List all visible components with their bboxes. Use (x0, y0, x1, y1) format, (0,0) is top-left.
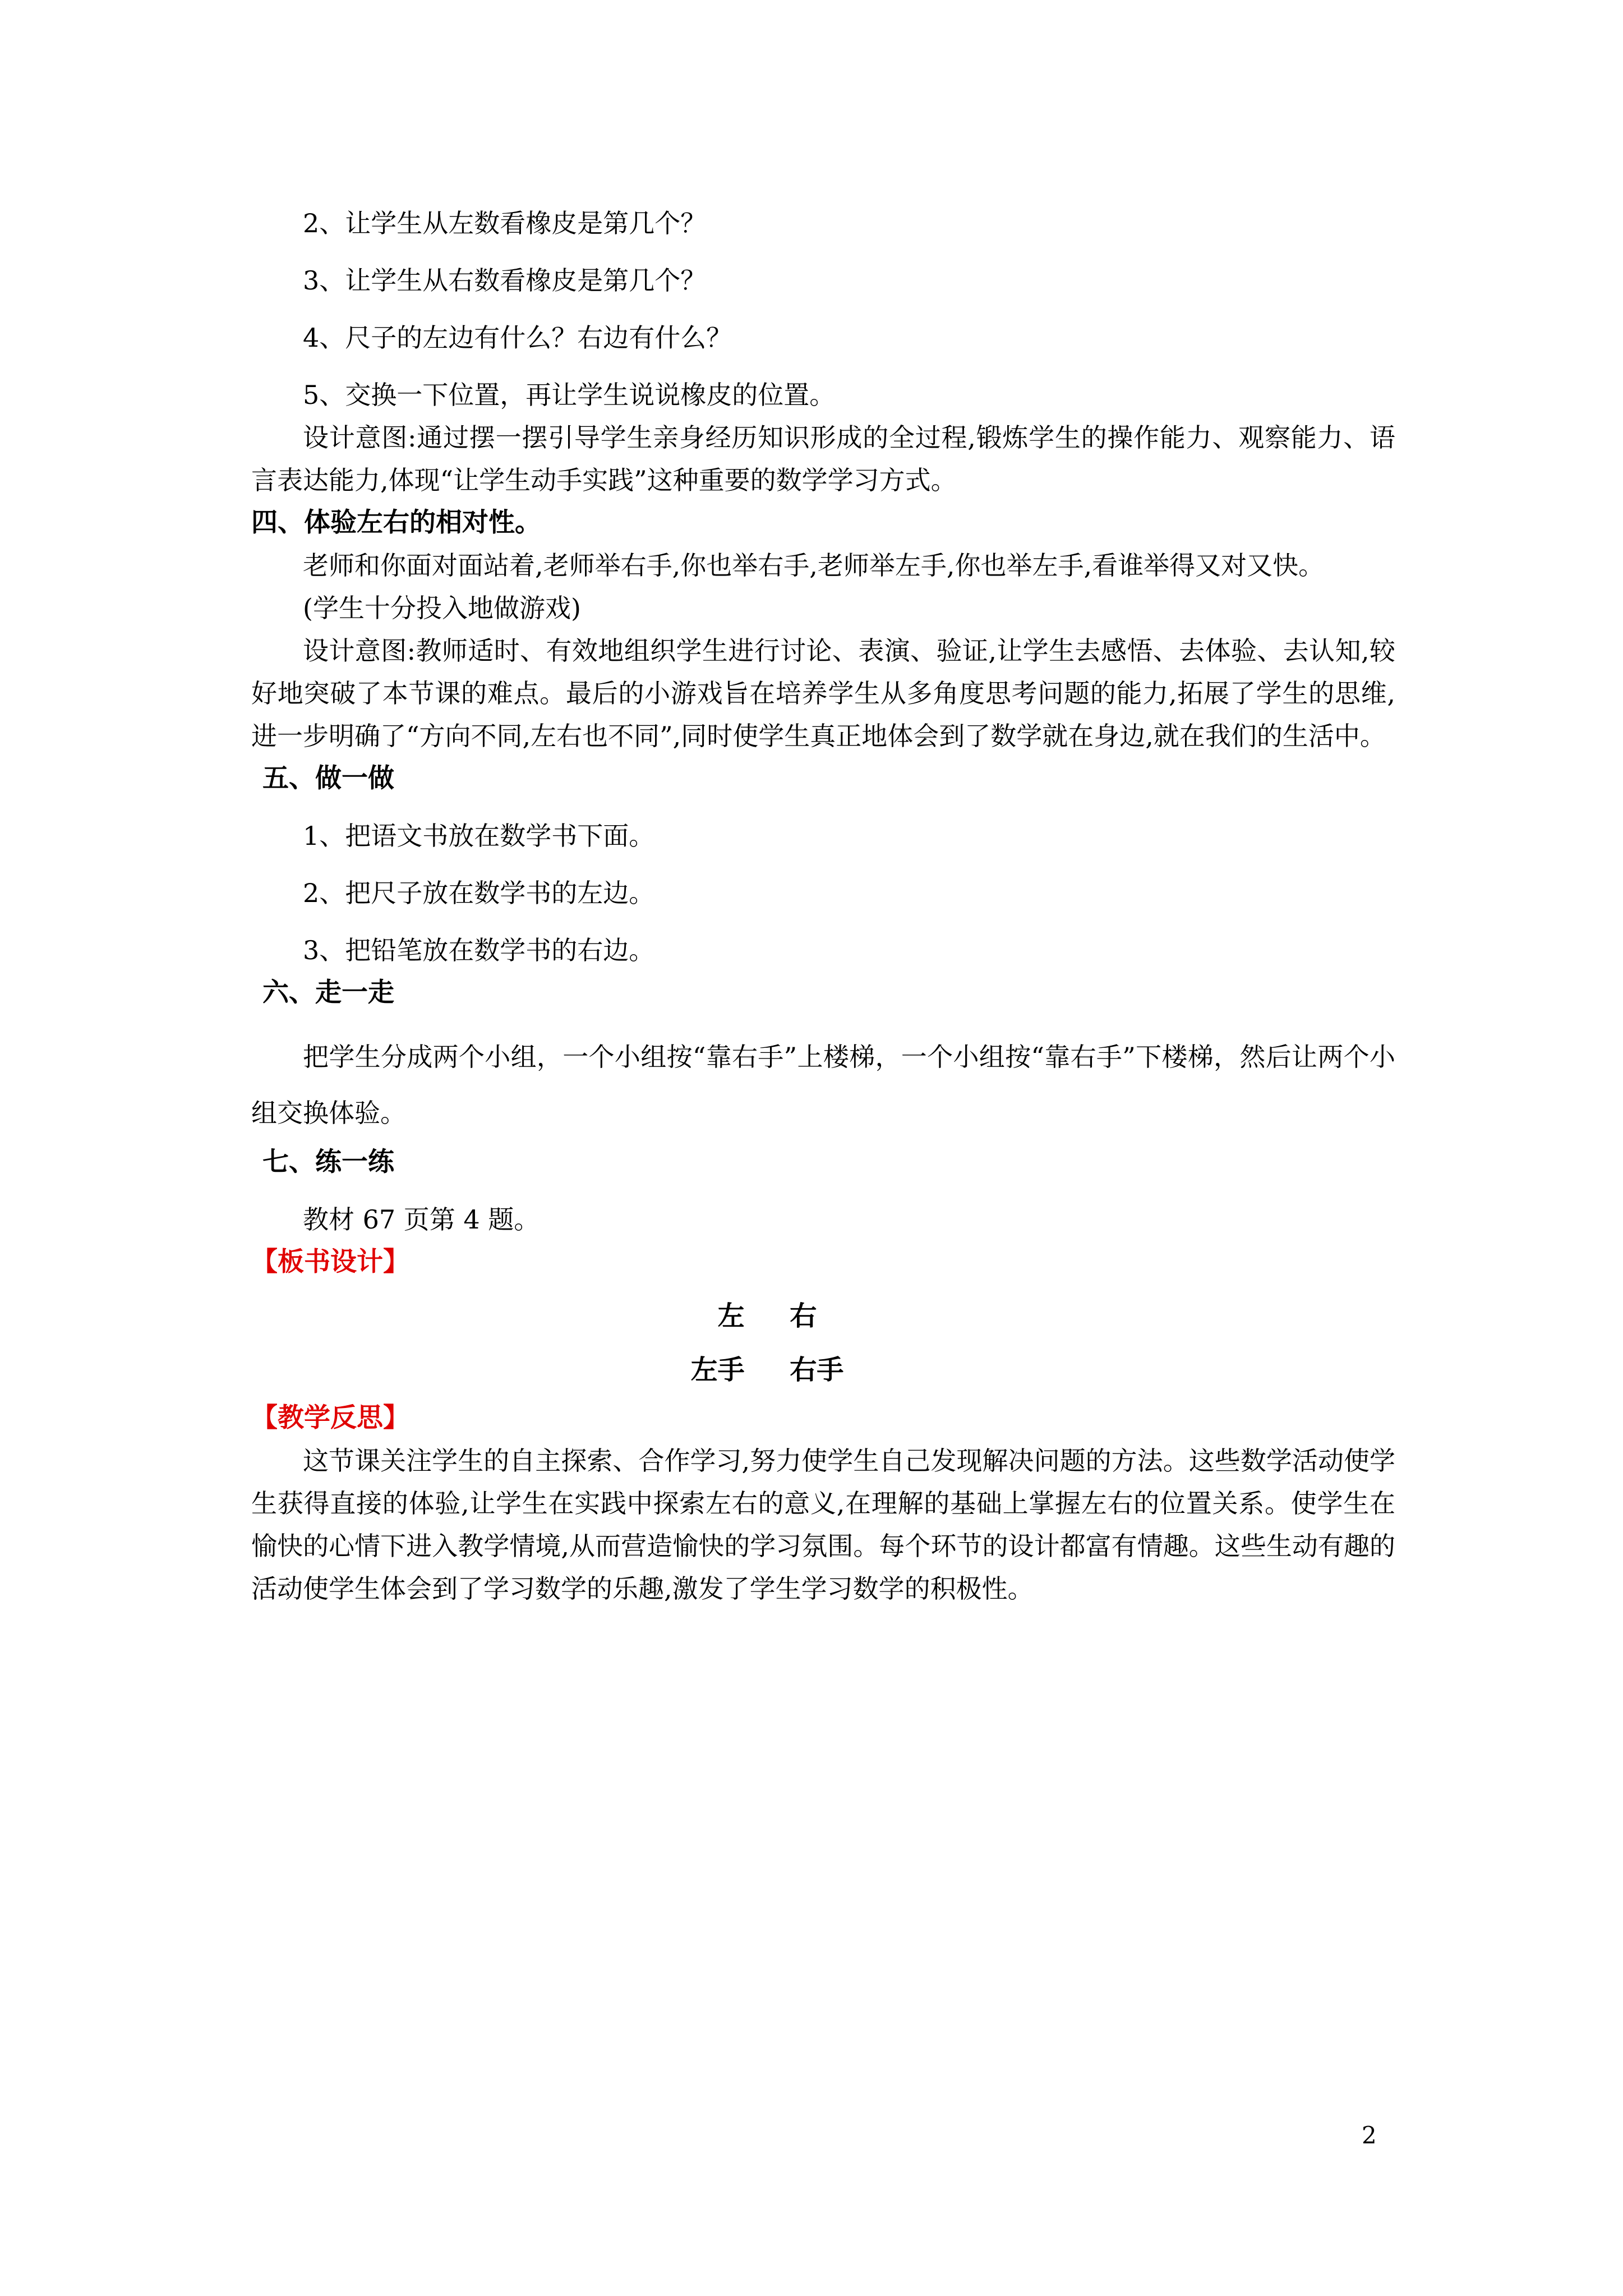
board-line-2 (251, 1343, 1395, 1397)
list-item: 2、把尺子放在数学书的左边。 (303, 878, 655, 908)
board-design-heading: 【板书设计】 (251, 1246, 409, 1277)
board-left: 左 (717, 1300, 745, 1332)
list-item: 4、尺子的左边有什么？右边有什么？ (303, 323, 732, 353)
section-6-paragraph: 把学生分成两个小组，一个小组按“靠右手”上楼梯，一个小组按“靠右手”下楼梯，然后让两个小组交换体验。 (251, 1042, 1395, 1128)
section-heading-6: 六、走一走 (262, 977, 394, 1008)
list-item: 1、把语文书放在数学书下面。 (303, 821, 655, 851)
board-design-content (251, 1289, 1395, 1397)
section-7-paragraph: 教材 67 页第 4 题。 (303, 1204, 540, 1235)
reflection-heading: 【教学反思】 (251, 1402, 409, 1433)
section-4-note: (学生十分投入地做游戏) (303, 593, 581, 623)
section-4-intent: 设计意图:教师适时、有效地组织学生进行讨论、表演、验证,让学生去感悟、去体验、去认知,较好地突破了本节课的难点。最后的小游戏旨在培养学生从多角度思考问题的能力,拓展了学生的思维,进一步明确了“方向不同,左右也不同”,同时使学生真正地体会到了数学就在身边,就在我们的生活中。 (251, 636, 1395, 751)
section-4-paragraph: 老师和你面对面站着,老师举右手,你也举右手,老师举左手,你也举左手,看谁举得又对又快。 (303, 550, 1325, 581)
board-left-hand: 左手 (690, 1354, 745, 1386)
design-intent-paragraph: 设计意图:通过摆一摆引导学生亲身经历知识形成的全过程,锻炼学生的操作能力、观察能力、语言表达能力,体现“让学生动手实践”这种重要的数学学习方式。 (251, 422, 1395, 495)
section-heading-5: 五、做一做 (262, 763, 394, 794)
document-page (251, 202, 1395, 1610)
list-item: 5、交换一下位置，再让学生说说橡皮的位置。 (303, 380, 836, 410)
board-right-hand: 右手 (790, 1354, 844, 1386)
reflection-paragraph: 这节课关注学生的自主探索、合作学习,努力使学生自己发现解决问题的方法。这些数学活动使学生获得直接的体验,让学生在实践中探索左右的意义,在理解的基础上掌握左右的位置关系。使学生在愉快的心情下进入教学情境,从而营造愉快的学习氛围。每个环节的设计都富有情趣。这些生动有趣的活动使学生体会到了学习数学的乐趣,激发了学生学习数学的积极性。 (251, 1446, 1395, 1604)
list-item: 3、把铅笔放在数学书的右边。 (303, 935, 655, 965)
board-line-1 (251, 1289, 1395, 1343)
list-item: 3、让学生从右数看橡皮是第几个？ (303, 265, 707, 296)
section-heading-7: 七、练一练 (262, 1147, 394, 1177)
section-heading-4: 四、体验左右的相对性。 (251, 507, 541, 538)
board-right: 右 (790, 1300, 817, 1332)
page-number: 2 (1362, 2122, 1377, 2149)
list-item: 2、让学生从左数看橡皮是第几个？ (303, 208, 707, 238)
